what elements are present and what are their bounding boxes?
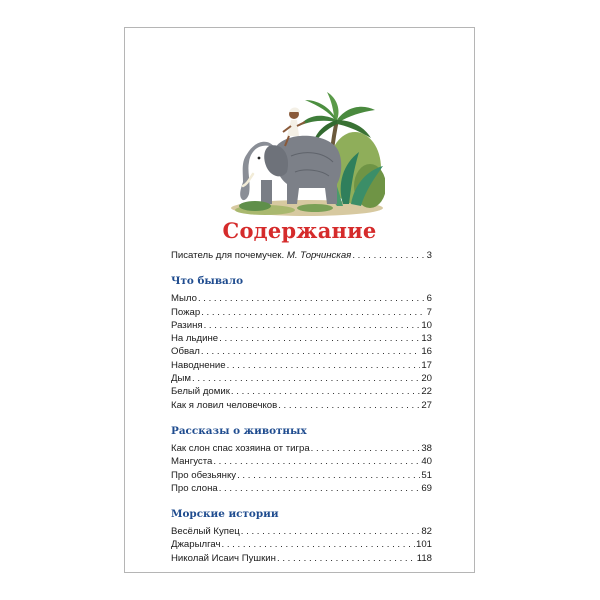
toc-entry-label: Мыло xyxy=(171,293,197,305)
toc-entry-page: 27 xyxy=(421,399,432,411)
toc-entry-page: 3 xyxy=(426,250,432,261)
leader-dots xyxy=(204,319,421,332)
toc-entry-label: Писатель для почемучек. xyxy=(171,250,285,261)
toc-entry-label: Дым xyxy=(171,373,191,385)
toc-entry-label: Джарылгач xyxy=(171,539,221,551)
toc-entry-label: Наводнение xyxy=(171,359,226,371)
toc-entry[interactable] xyxy=(171,469,432,482)
toc-entry-label: Как слон спас хозяина от тигра xyxy=(171,442,310,454)
toc-entry-label: Пожар xyxy=(171,306,201,318)
toc-entry-page: 17 xyxy=(421,359,432,371)
toc-entry-page: 51 xyxy=(421,469,432,481)
toc-entry-label: Как я ловил человечков xyxy=(171,399,278,411)
toc-entry-intro[interactable] xyxy=(171,249,432,262)
toc-entry-page: 118 xyxy=(416,552,432,564)
leader-dots xyxy=(352,249,425,262)
toc-entry-label: Белый домик xyxy=(171,386,230,398)
toc-entry[interactable] xyxy=(171,319,432,332)
leader-dots xyxy=(222,538,415,551)
toc-entry-label: Весёлый Купец xyxy=(171,526,240,538)
toc-entry-page: 6 xyxy=(426,293,432,305)
leader-dots xyxy=(219,482,421,495)
toc-entry-page: 13 xyxy=(421,333,432,345)
toc-entry-label: Про слона xyxy=(171,482,218,494)
leader-dots xyxy=(311,442,421,455)
toc-entry[interactable] xyxy=(171,525,432,538)
toc-entry[interactable] xyxy=(171,552,432,565)
toc-entry-page: 7 xyxy=(426,306,432,318)
leader-dots xyxy=(241,525,421,538)
leader-dots xyxy=(201,345,420,358)
toc-entry-label: Разиня xyxy=(171,319,203,331)
toc-entry[interactable] xyxy=(171,538,432,551)
toc-entry[interactable] xyxy=(171,345,432,358)
toc-entry-page: 101 xyxy=(415,539,432,551)
leader-dots xyxy=(237,469,420,482)
toc-entry[interactable] xyxy=(171,385,432,398)
toc-entry-label: Николай Исаич Пушкин xyxy=(171,552,276,564)
toc-entry[interactable] xyxy=(171,482,432,495)
toc-entry-page: 69 xyxy=(421,482,432,494)
toc-entry-page: 20 xyxy=(421,373,432,385)
toc-entry-page: 10 xyxy=(421,319,432,331)
section-title: Что бывало xyxy=(171,275,244,288)
toc-entry[interactable] xyxy=(171,399,432,412)
toc-entry-label: Обвал xyxy=(171,346,200,358)
toc-entry-label: Про обезьянку xyxy=(171,469,237,481)
toc-entry-page: 22 xyxy=(421,386,432,398)
table-of-contents xyxy=(171,249,432,565)
elephant-with-rider-illustration xyxy=(225,76,385,218)
leader-dots xyxy=(227,359,421,372)
leader-dots xyxy=(201,306,425,319)
leader-dots xyxy=(231,385,420,398)
toc-entry[interactable] xyxy=(171,455,432,468)
toc-entry[interactable] xyxy=(171,372,432,385)
leader-dots xyxy=(278,399,420,412)
toc-entry[interactable] xyxy=(171,442,432,455)
leader-dots xyxy=(219,332,420,345)
leader-dots xyxy=(277,552,416,565)
toc-entry[interactable] xyxy=(171,332,432,345)
page-title: Содержание xyxy=(222,218,377,243)
toc-entry-page: 16 xyxy=(421,346,432,358)
toc-entry-label: На льдине xyxy=(171,333,219,345)
toc-entry-page: 38 xyxy=(421,442,432,454)
leader-dots xyxy=(198,292,426,305)
toc-entry-page: 40 xyxy=(421,456,432,468)
leader-dots xyxy=(192,372,420,385)
section-title: Рассказы о животных xyxy=(171,424,307,437)
toc-entry-label: Мангуста xyxy=(171,456,213,468)
toc-entry[interactable] xyxy=(171,292,432,305)
book-page xyxy=(124,27,475,573)
toc-sections xyxy=(171,274,432,565)
leader-dots xyxy=(213,455,420,468)
toc-entry[interactable] xyxy=(171,359,432,372)
section-title: Морские истории xyxy=(171,508,279,521)
toc-entry-author: М. Торчинская xyxy=(286,250,352,261)
toc-entry[interactable] xyxy=(171,306,432,319)
toc-entry-page: 82 xyxy=(421,526,432,538)
